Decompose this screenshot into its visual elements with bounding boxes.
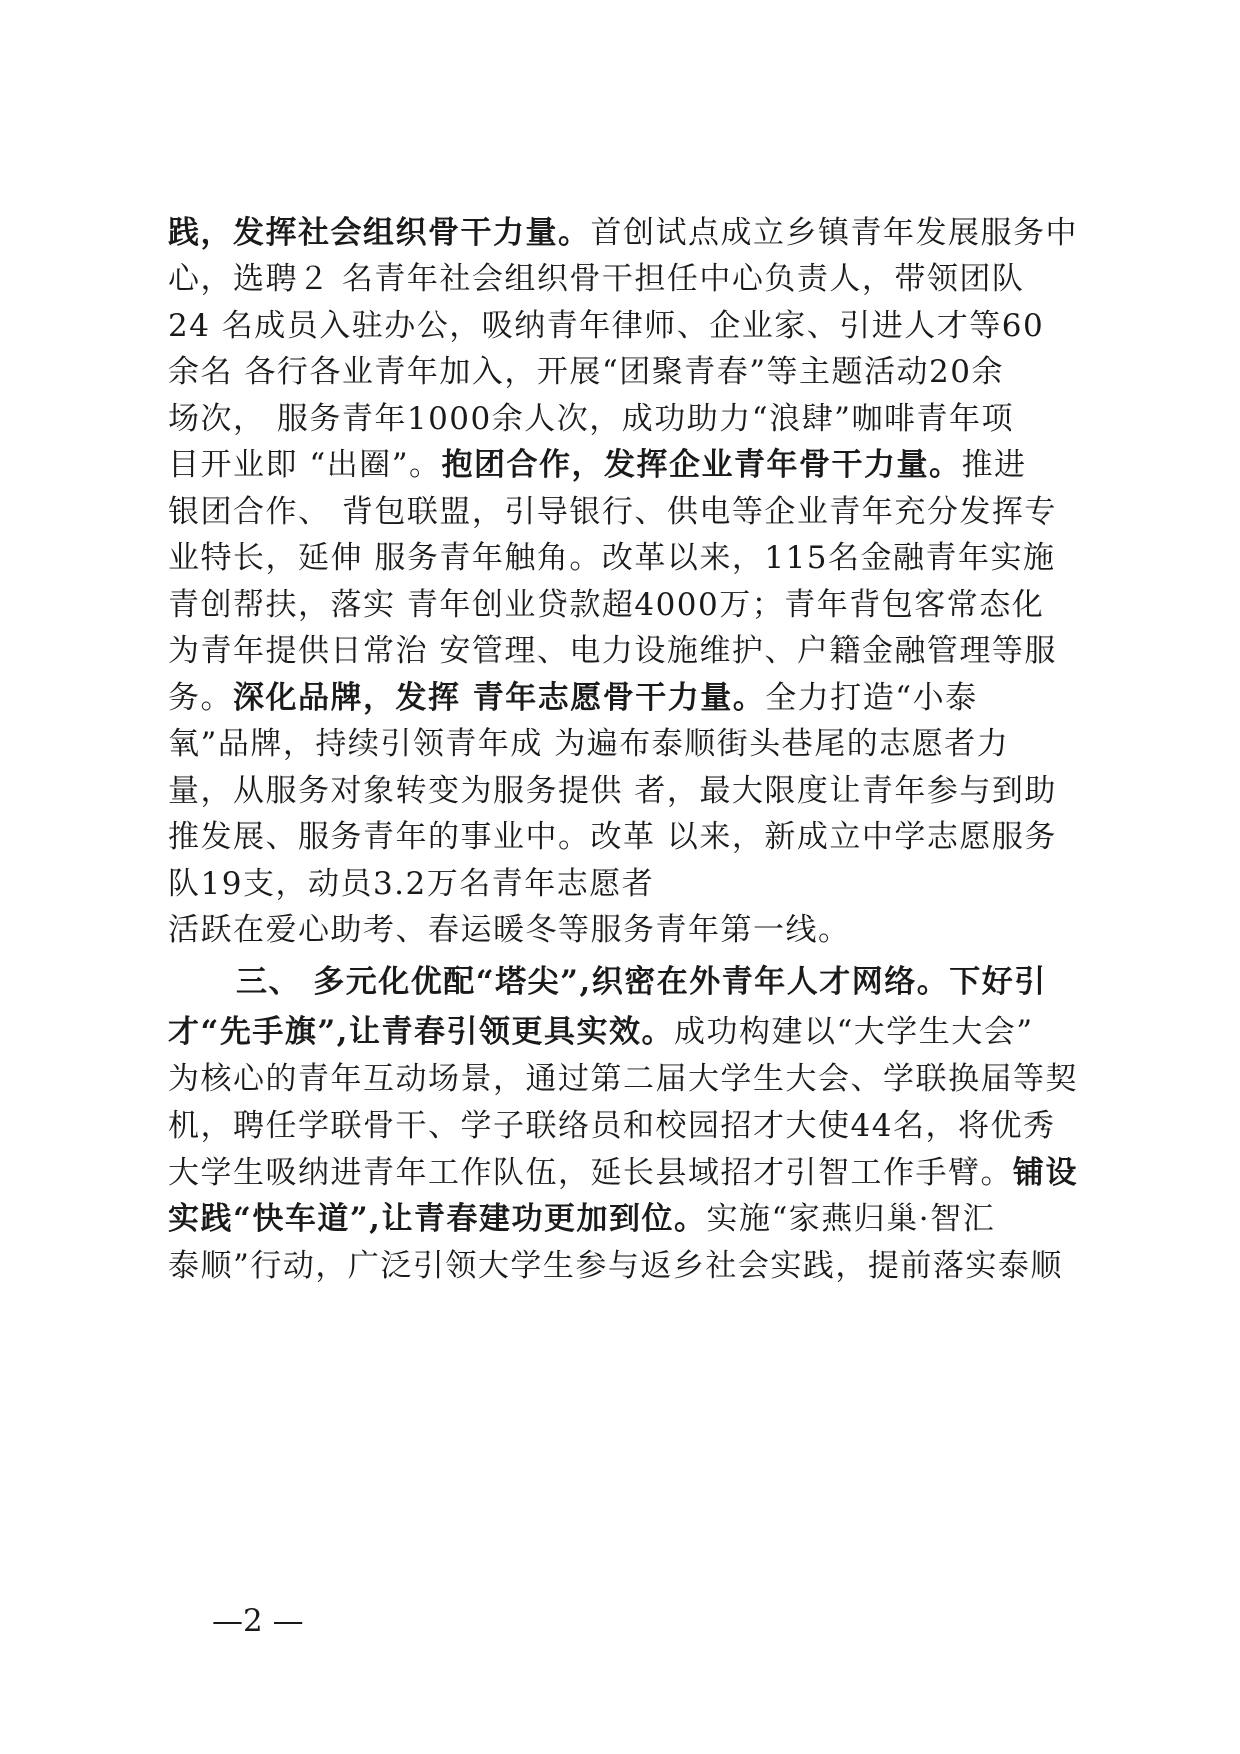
- text-segment: 大学生吸纳进青年工作队伍，延长县域招才引智工作手臂。: [168, 1155, 1013, 1191]
- text-line: [168, 398, 1014, 440]
- bold-heading-segment: 深化品牌，发挥 青年志愿骨干力量。: [233, 680, 766, 716]
- text-line: [168, 630, 1057, 672]
- text-segment: 务。: [168, 680, 233, 716]
- text-line: [168, 677, 978, 719]
- text-segment: 氧”品牌，持续引领青年成 为遍布泰顺街头巷尾的志愿者力: [168, 726, 1010, 762]
- text-segment: 推进: [961, 447, 1027, 483]
- text-segment: 目开业即 “出圈”。: [168, 447, 442, 483]
- text-line: [168, 212, 1078, 254]
- text-segment: 全力打造“小泰: [765, 680, 978, 716]
- text-segment: 机，聘任学联骨干、学子联络员和校园招才大使44名，将优秀: [168, 1108, 1056, 1144]
- text-line: [168, 351, 1004, 393]
- page-number: —2 —: [212, 1603, 304, 1639]
- text-line: [168, 770, 1057, 812]
- text-segment: 为核心的青年互动场景，通过第二届大学生大会、学联换届等契: [168, 1061, 1078, 1097]
- text-line: [168, 491, 1057, 533]
- text-line: [168, 1245, 1063, 1287]
- text-segment: 为青年提供日常治 安管理、电力设施维护、户籍金融管理等服: [168, 633, 1057, 669]
- text-line: [168, 305, 1044, 347]
- bold-heading-segment: 抱团合作，发挥企业青年骨干力量。: [441, 447, 962, 483]
- text-segment: 业特长，延伸 服务青年触角。改革以来，115名金融青年实施: [168, 540, 1056, 576]
- text-line: [168, 1011, 1034, 1053]
- text-line: [168, 816, 1057, 858]
- text-segment: 24 名成员入驻办公，吸纳青年律师、企业家、引进人才等60: [168, 308, 1045, 344]
- text-segment: 银团合作、 背包联盟，引导银行、供电等企业青年充分发挥专: [168, 494, 1057, 530]
- text-segment: 泰顺”行动，广泛引领大学生参与返乡社会实践，提前落实泰顺: [168, 1248, 1063, 1284]
- text-segment: 推发展、服务青年的事业中。改革 以来，新成立中学志愿服务: [168, 819, 1057, 855]
- text-line: [168, 1105, 1055, 1147]
- text-segment: 队19支，动员3.2万名青年志愿者: [168, 866, 655, 902]
- text-segment: 实施“家燕归巢·智汇: [706, 1201, 996, 1237]
- text-line: [236, 961, 1047, 1003]
- text-line: [168, 444, 1027, 486]
- text-segment: 余名 各行各业青年加入，开展“团聚青春”等主题活动20余: [168, 354, 1004, 390]
- text-segment: 心，选聘２ 名青年社会组织骨干担任中心负责人，带领团队: [168, 261, 1025, 297]
- text-line: [168, 1198, 995, 1240]
- text-line: [168, 723, 1009, 765]
- bold-heading-segment: 践，发挥社会组织骨干力量。: [168, 215, 591, 251]
- bold-heading-segment: 才“先手旗”,让青春引领更具实效。: [168, 1014, 674, 1050]
- text-line: [168, 584, 1044, 626]
- text-line: [168, 1152, 1078, 1194]
- bold-heading-segment: 三、 多元化优配“塔尖”,织密在外青年人才网络。下好引: [236, 964, 1047, 1000]
- text-segment: 青创帮扶，落实 青年创业贷款超4000万；青年背包客常态化: [168, 587, 1045, 623]
- text-line: [168, 909, 851, 951]
- text-line: [168, 258, 1024, 300]
- bold-heading-segment: 实践“快车道”,让青春建功更加到位。: [168, 1201, 707, 1237]
- text-segment: 活跃在爱心助考、春运暖冬等服务青年第一线。: [168, 912, 851, 948]
- text-line: [168, 863, 654, 905]
- text-line: [168, 1058, 1078, 1100]
- text-segment: 场次， 服务青年1000余人次，成功助力“浪肆”咖啡青年项: [168, 401, 1014, 437]
- text-segment: 量，从服务对象转变为服务提供 者，最大限度让青年参与到助: [168, 773, 1057, 809]
- text-line: [168, 537, 1056, 579]
- text-segment: 首创试点成立乡镇青年发展服务中: [590, 215, 1078, 251]
- text-segment: 成功构建以“大学生大会”: [673, 1014, 1034, 1050]
- bold-heading-segment: 铺设: [1013, 1155, 1078, 1191]
